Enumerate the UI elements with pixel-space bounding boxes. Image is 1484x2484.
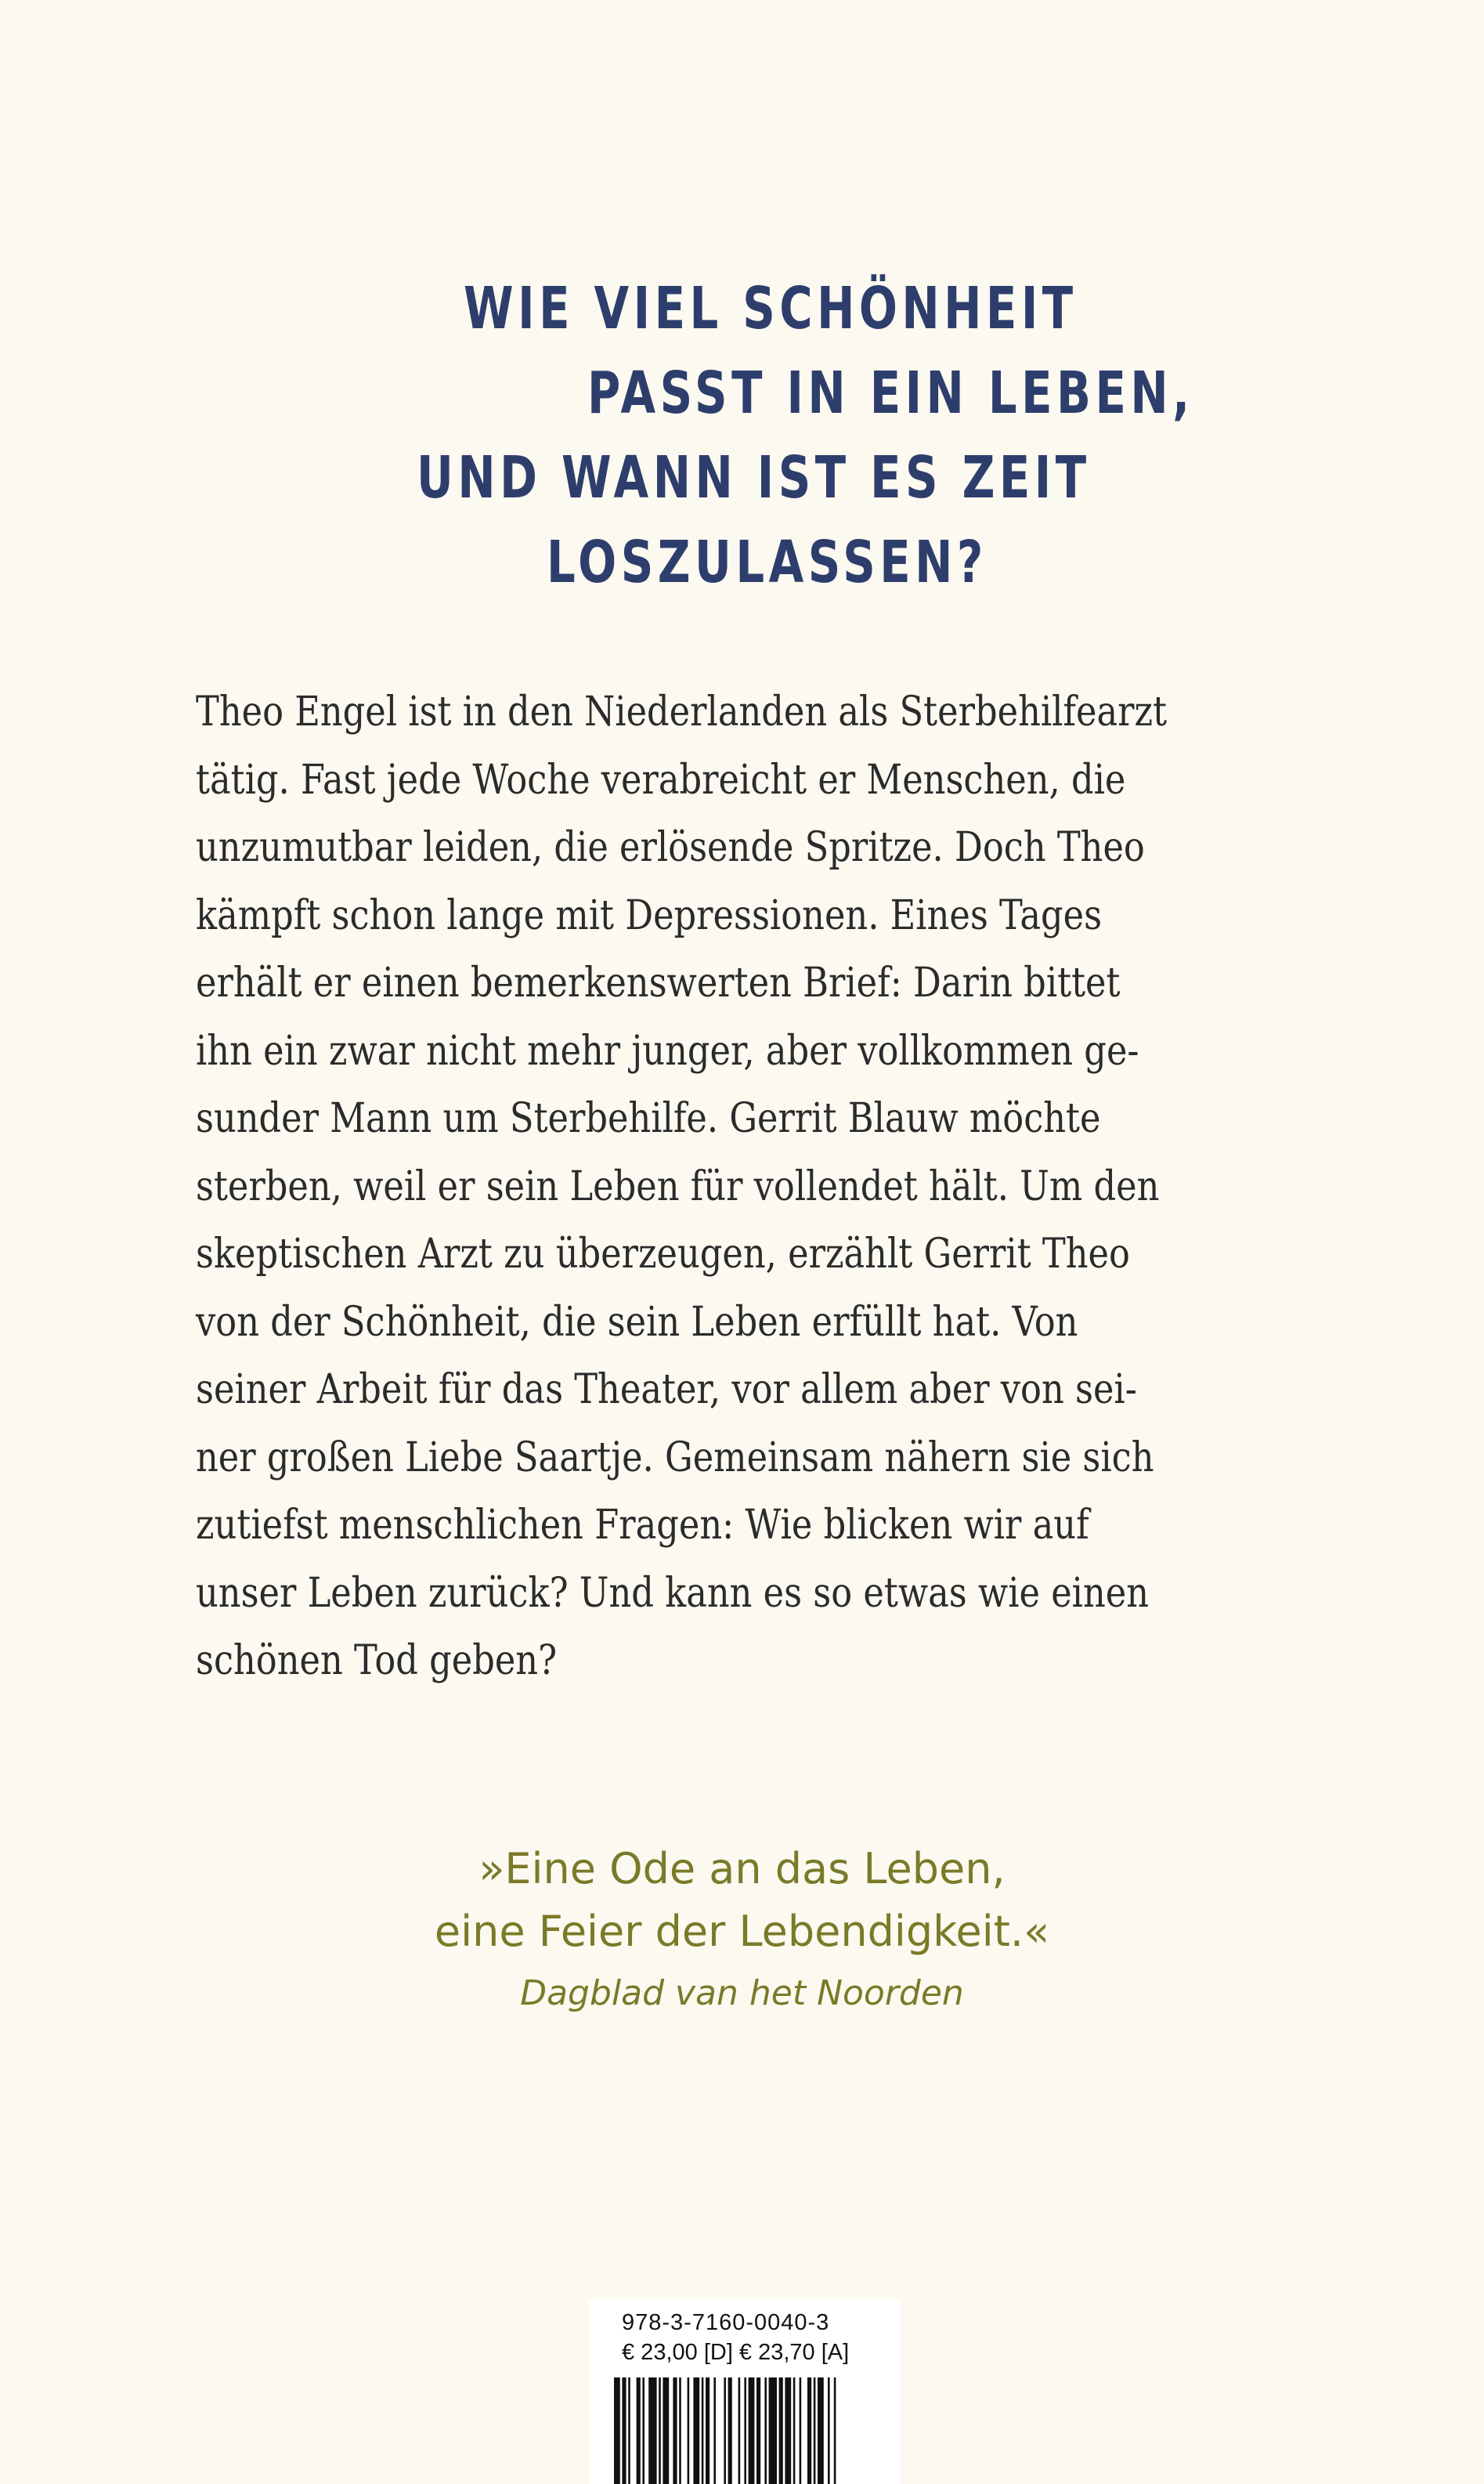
barcode-bar [764, 2377, 767, 2484]
barcode-bar [749, 2377, 755, 2484]
blurb-line: schönen Tod geben? [196, 1637, 558, 1684]
blurb-line: unzumutbar leiden, die erlösende Spritze. Doch Theo [196, 824, 1145, 871]
blurb-text [196, 678, 1308, 1695]
barcode-bar [628, 2377, 630, 2484]
barcode-bar [785, 2377, 791, 2484]
blurb-line: von der Schönheit, die sein Leben erfüllt hat. Von [196, 1298, 1078, 1346]
barcode-bar [800, 2377, 802, 2484]
blurb-line: tätig. Fast jede Woche verabreicht er Menschen, die [196, 756, 1126, 804]
quote-line-2: eine Feier der Lebendigkeit.« [434, 1907, 1050, 1956]
blurb-line: seiner Arbeit für das Theater, vor allem aber von sei- [196, 1366, 1137, 1413]
barcode-bar [688, 2377, 690, 2484]
blurb-line: skeptischen Arzt zu überzeugen, erzählt Gerrit Theo [196, 1231, 1130, 1278]
barcode-bar [738, 2377, 741, 2484]
barcode-bar [673, 2377, 677, 2484]
barcode-bar [828, 2377, 830, 2484]
barcode-bar [724, 2377, 726, 2484]
blurb-line: sunder Mann um Sterbehilfe. Gerrit Blauw möchte [196, 1095, 1101, 1142]
isbn-number: 978-3-7160-0040-3 [622, 2310, 830, 2335]
barcode-bar [834, 2377, 836, 2484]
barcode-bar [756, 2377, 760, 2484]
barcode-bar [814, 2377, 816, 2484]
barcode-bar [637, 2377, 641, 2484]
barcode-bar [648, 2377, 656, 2484]
barcode-bar [659, 2377, 661, 2484]
blurb-line: sterben, weil er sein Leben für vollendet hält. Um den [196, 1162, 1160, 1210]
press-quote [0, 1838, 1484, 2021]
headline-line-4: LOSZULASSEN? [547, 529, 988, 596]
barcode-bar [769, 2377, 777, 2484]
barcode-bar [614, 2377, 620, 2484]
barcode-bar [818, 2377, 824, 2484]
barcode-bar [744, 2377, 746, 2484]
quote-line-1: »Eine Ode an das Leben, [478, 1844, 1006, 1893]
barcode-bar [793, 2377, 796, 2484]
blurb-line: ner großen Liebe Saartje. Gemeinsam nähern sie sich [196, 1434, 1154, 1481]
barcode-bar [713, 2377, 716, 2484]
blurb-line: ihn ein zwar nicht mehr junger, aber vollkommen ge- [196, 1027, 1139, 1075]
price-label: € 23,00 [D] € 23,70 [A] [622, 2340, 850, 2365]
headline-line-3: UND WANN IST ES ZEIT [417, 444, 1091, 512]
barcode-bar [779, 2377, 783, 2484]
barcode-bar [706, 2377, 710, 2484]
headline-line-2: PASST IN EIN LEBEN, [587, 360, 1194, 427]
blurb-line: erhält er einen bemerkenswerten Brief: Darin bittet [196, 960, 1121, 1007]
barcode-bar [679, 2377, 681, 2484]
barcode-bar [622, 2377, 626, 2484]
quote-source: Dagblad van het Noorden [520, 1973, 964, 2013]
headline-line-1: WIE VIEL SCHÖNHEIT [464, 275, 1078, 342]
barcode-bar [807, 2377, 811, 2484]
blurb-line: zutiefst menschlichen Fragen: Wie blicken wir auf [196, 1502, 1089, 1549]
barcode-bar [663, 2377, 669, 2484]
blurb-line: Theo Engel ist in den Niederlanden als Sterbehilfearzt [196, 689, 1168, 736]
barcode-panel [589, 2299, 901, 2484]
barcode-bar [728, 2377, 732, 2484]
blurb-line: kämpft schon lange mit Depressionen. Eines Tages [196, 891, 1103, 939]
barcode-bar [693, 2377, 699, 2484]
barcode-bar [702, 2377, 704, 2484]
barcode-graphic [612, 2377, 879, 2484]
blurb-line: unser Leben zurück? Und kann es so etwas wie einen [196, 1569, 1150, 1617]
barcode-bar [642, 2377, 645, 2484]
